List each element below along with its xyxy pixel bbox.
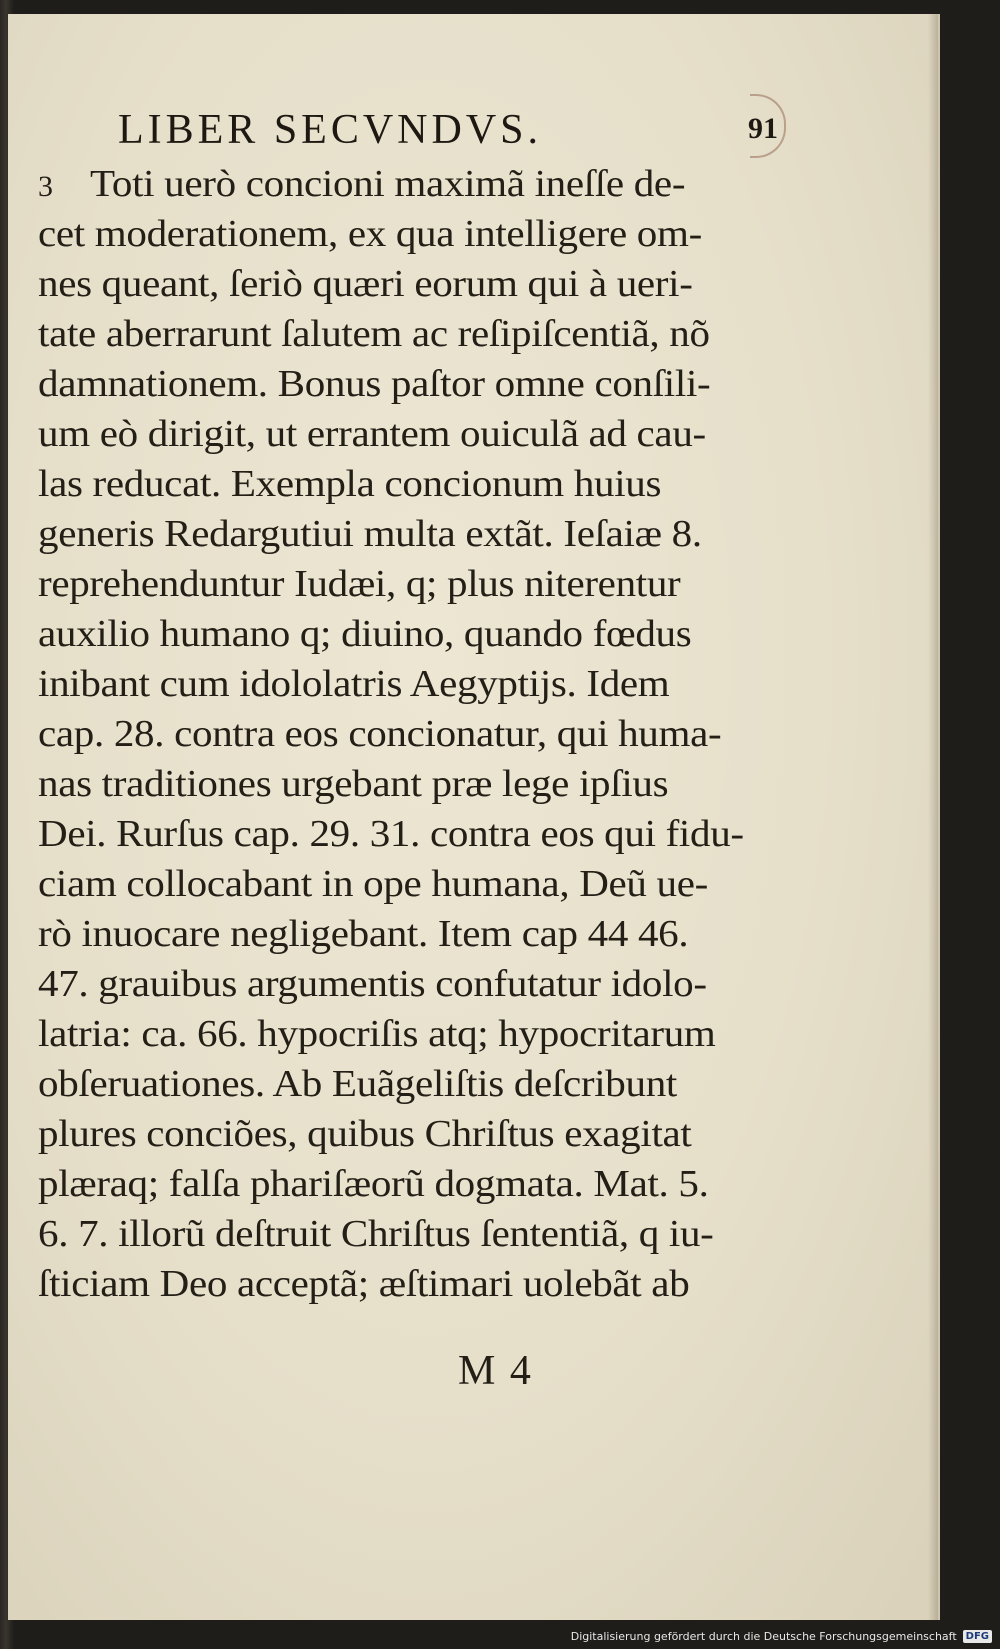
text-line: 6. 7. illorũ deſtruit Chriſtus ſententiã, q iu- [38, 1213, 714, 1255]
body-text [38, 159, 798, 1309]
text-line: rò inuocare negligebant. Item cap 44 46. [38, 913, 689, 955]
book-page [8, 14, 940, 1620]
text-line: nes queant, ſeriò quæri eorum qui à ueri- [38, 263, 693, 305]
text-line: um eò dirigit, ut errantem ouiculã ad cau- [38, 413, 706, 455]
text-line: generis Redargutiui multa extãt. Ieſaiæ 8. [38, 513, 702, 555]
text-line: cap. 28. contra eos concionatur, qui huma- [38, 713, 722, 755]
text-line: inibant cum idololatris Aegyptijs. Idem [38, 663, 670, 705]
text-line: latria: ca. 66. hypocriſis atq; hypocritarum [38, 1013, 716, 1055]
dfg-logo: DFG [963, 1630, 992, 1643]
folio-number: 91 [748, 112, 778, 145]
text-line: ſticiam Deo acceptã; æſtimari uolebãt ab [38, 1263, 690, 1305]
text-line: nas traditiones urgebant præ lege ipſius [38, 763, 669, 805]
text-line: 3 Toti uerò concioni maximã ineſſe de- [38, 159, 798, 209]
text-line: Dei. Rurſus cap. 29. 31. contra eos qui fidu- [38, 813, 744, 855]
page-header [118, 106, 778, 156]
text-line: plures conciões, quibus Chriſtus exagitat [38, 1113, 692, 1155]
digitization-credit [571, 1627, 992, 1645]
text-line: tate aberrarunt ſalutem ac reſipiſcentiã, nõ [38, 313, 710, 355]
pencil-annotation-mark [750, 94, 786, 158]
text-line: auxilio humano q; diuino, quando fœdus [38, 613, 692, 655]
text-line: plæraq; falſa phariſæorũ dogmata. Mat. 5. [38, 1163, 709, 1205]
text-line: 47. grauibus argumentis confutatur idolo- [38, 963, 707, 1005]
text-line: las reducat. Exempla concionum huius [38, 463, 662, 505]
text-line: obſeruationes. Ab Euãgeliſtis deſcribunt [38, 1063, 677, 1105]
text-line: reprehenduntur Iudæi, q; plus niterentur [38, 563, 681, 605]
text-line: ciam collocabant in ope humana, Deũ ue- [38, 863, 708, 905]
margin-marker: 3 [38, 170, 53, 203]
credit-text: Digitalisierung gefördert durch die Deutsche Forschungsgemeinschaft [570, 1629, 957, 1643]
signature-mark: M 4 [458, 1348, 533, 1394]
text-line: damnationem. Bonus paſtor omne conſili- [38, 363, 711, 405]
text-line: cet moderationem, ex qua intelligere om- [38, 213, 702, 255]
running-head: LIBER SECVNDVS. [118, 107, 543, 153]
